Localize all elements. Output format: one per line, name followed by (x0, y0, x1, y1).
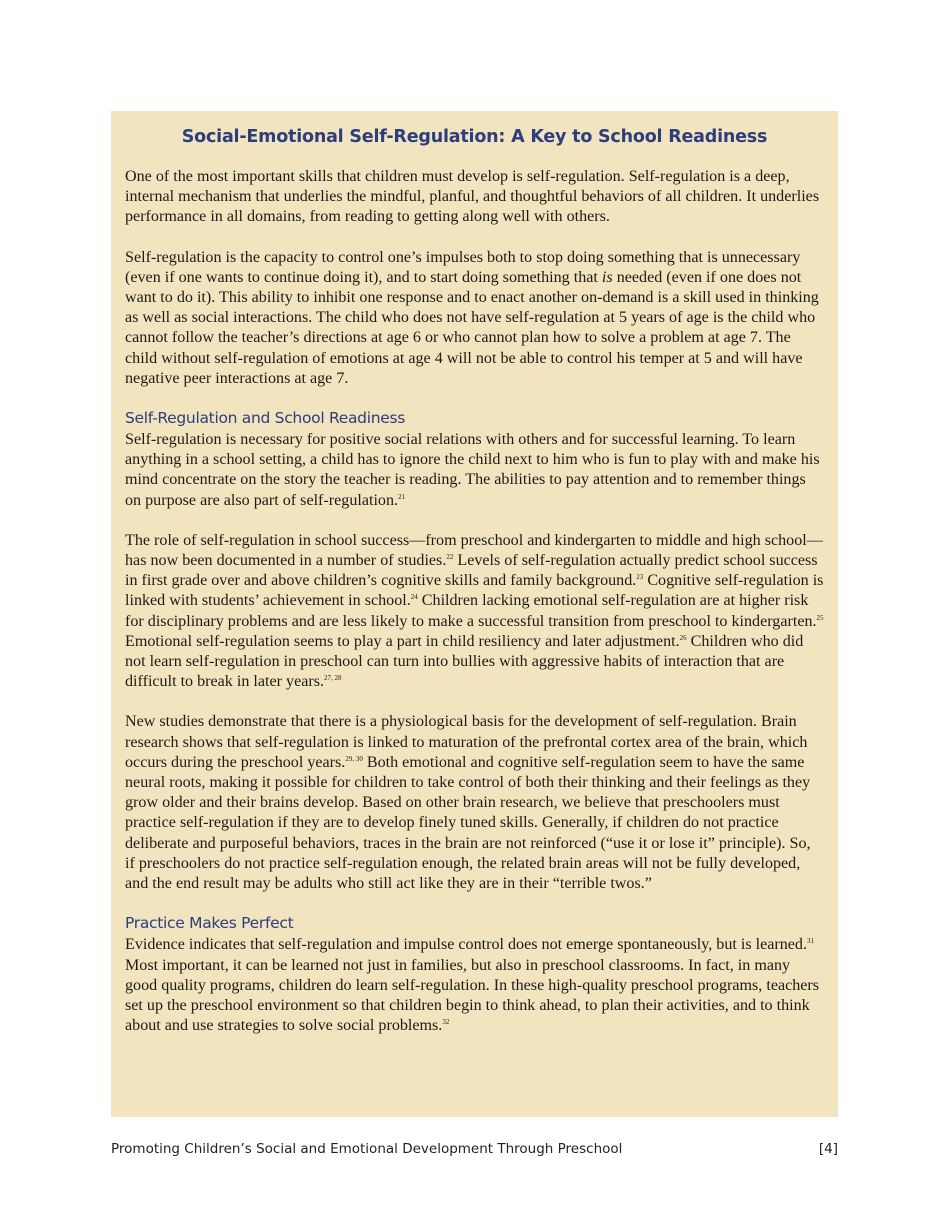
practice-paragraph-1: Evidence indicates that self-regulation and impulse control does not emerge spontaneously, but is learned.$^{31}$ Most important, it can be learned not just in families, but also in preschool classrooms. In fact, in many good quality programs, children do learn self-regulation. In these high-quality preschool programs, teachers set up the preschool environment so that children begin to think ahead, to plan their activities, and to think about and use strategies to solve social problems.$^{32}$ (125, 936, 820, 1035)
intro-paragraph-2: Self-regulation is the capacity to control one’s impulses both to stop doing something that is unnecessary (even if one wants to continue doing it), and to start doing something that is needed (even if one does not want to do it). This ability to inhibit one response and to enact another on-demand is a skill used in thinking as well as social interactions. The child who does not have self-regulation at 5 years of age is the child who cannot follow the teacher’s directions at age 6 or who cannot plan how to solve a problem at age 7. The child without self-regulation of emotions at age 4 will not be able to control his temper at 5 and will have negative peer interactions at age 7. (125, 248, 819, 387)
intro-paragraph-1: One of the most important skills that children must develop is self-regulation. Self-regulation is a deep, internal mechanism that underlies the mindful, planful, and thoughtful behaviors of all children. It underlies performance in all domains, from reading to getting along well with others. (125, 168, 820, 226)
footnote-ref: 21 (398, 492, 406, 501)
footnote-ref: 24 (410, 593, 418, 602)
school-readiness-paragraph-2: The role of self-regulation in school success—from preschool and kindergarten to middle and high school—has now been documented in a number of studies.$^{22}$ Levels of self-regulation actually predict school success in first grade over and above children’s cognitive skills and family background.$^{23}$ Cognitive self-regulation is linked with students’ achievement in school.$^{24}$ Children lacking emotional self-regulation are at higher risk for disciplinary problems and are less likely to make a successful transition from preschool to kindergarten.$^{25}$ Emotional self-regulation seems to play a part in child resiliency and later adjustment.$^{26}$ Children who did not learn self-regulation in preschool can turn into bullies with aggressive habits of interaction that are difficult to break in later years.$^{27, 28}$ (125, 531, 824, 691)
section-heading-school-readiness: Self-Regulation and School Readiness (125, 409, 406, 428)
footnote-ref: 29, 30 (345, 754, 363, 763)
footnote-ref: 23 (636, 573, 644, 582)
emphasis-is: is (601, 268, 613, 286)
footnote-ref: 25 (816, 613, 824, 622)
footnote-ref: 26 (679, 633, 687, 642)
footer-title: Promoting Children’s Social and Emotional Development Through Preschool (111, 1141, 623, 1157)
footnote-ref: 32 (442, 1018, 450, 1027)
footnote-ref: 27, 28 (324, 674, 342, 683)
school-readiness-paragraph-3: New studies demonstrate that there is a physiological basis for the development of self-regulation. Brain research shows that self-regulation is linked to maturation of the prefrontal cortex area of the brain, which occurs during the preschool years.$^{29, 30}$ Both emotional and cognitive self-regulation seem to have the same neural roots, making it possible for children to take control of both their thinking and their feelings as they grow older and their brains develop. Based on other brain research, we believe that preschoolers must practice self-regulation if they are to develop finely tuned skills. Generally, if children do not practice deliberate and purposeful behaviors, traces in the brain are not reinforced (“use it or lose it” principle). So, if preschoolers do not practice self-regulation enough, the related brain areas will not be fully developed, and the end result may be adults who still act like they are in their “terrible twos.” (125, 713, 811, 893)
footnote-ref: 22 (446, 553, 454, 562)
sidebar-box (111, 111, 838, 1117)
page-number: [4] (818, 1141, 838, 1157)
page-footer (111, 1141, 838, 1157)
school-readiness-paragraph-1: Self-regulation is necessary for positive social relations with others and for successful learning. To learn anything in a school setting, a child has to ignore the child next to him who is fun to play with and make his mind concentrate on the story the teacher is reading. The abilities to pay attention and to remember things on purpose are also part of self-regulation.$^{21}$ (125, 431, 820, 509)
sidebar-title: Social-Emotional Self-Regulation: A Key to School Readiness (181, 127, 768, 147)
section-heading-practice: Practice Makes Perfect (125, 914, 294, 933)
footnote-ref: 31 (807, 937, 815, 946)
